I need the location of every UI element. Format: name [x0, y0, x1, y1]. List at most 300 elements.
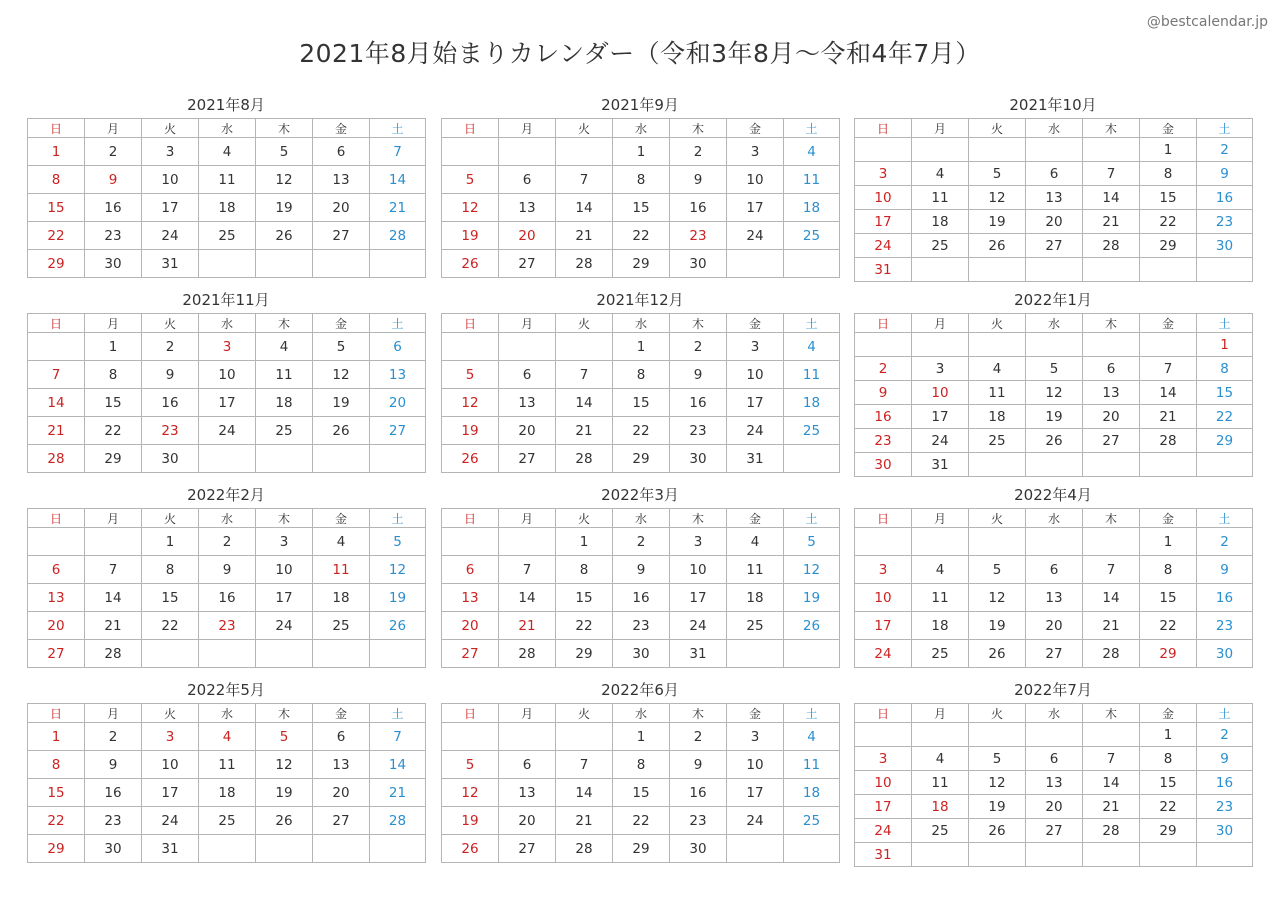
- day-cell: 2: [613, 528, 670, 556]
- day-cell: 21: [1083, 612, 1140, 640]
- day-cell: 25: [784, 222, 840, 250]
- month-title: 2022年2月: [187, 486, 265, 504]
- week-row: [855, 771, 1253, 795]
- day-cell: 22: [1140, 795, 1197, 819]
- day-cell: 7: [1083, 556, 1140, 584]
- day-cell: 21: [85, 612, 142, 640]
- day-cell: 15: [142, 584, 199, 612]
- day-cell: 23: [199, 612, 256, 640]
- day-cell: 6: [499, 166, 556, 194]
- weekday-header: 月: [912, 119, 969, 138]
- day-cell: 17: [912, 405, 969, 429]
- month-title: 2021年12月: [596, 291, 684, 309]
- day-cell: 8: [142, 556, 199, 584]
- day-cell: 16: [1197, 771, 1253, 795]
- day-cell: 20: [313, 779, 370, 807]
- day-cell: 13: [313, 751, 370, 779]
- day-cell: 10: [670, 556, 727, 584]
- day-cell: 11: [256, 361, 313, 389]
- empty-cell: [199, 835, 256, 863]
- day-cell: 9: [142, 361, 199, 389]
- day-cell: 4: [912, 162, 969, 186]
- day-cell: 1: [556, 528, 613, 556]
- day-cell: 24: [727, 807, 784, 835]
- empty-cell: [1140, 843, 1197, 867]
- empty-cell: [912, 843, 969, 867]
- empty-cell: [442, 333, 499, 361]
- day-cell: 30: [670, 250, 727, 278]
- day-cell: 26: [370, 612, 426, 640]
- day-cell: 26: [313, 417, 370, 445]
- week-row: [855, 357, 1253, 381]
- day-cell: 27: [499, 250, 556, 278]
- day-cell: 2: [670, 138, 727, 166]
- day-cell: 22: [556, 612, 613, 640]
- day-cell: 31: [912, 453, 969, 477]
- weekday-header: 火: [969, 314, 1026, 333]
- weekday-header: 土: [370, 314, 426, 333]
- day-cell: 16: [670, 194, 727, 222]
- day-cell: 26: [1026, 429, 1083, 453]
- day-cell: 8: [613, 361, 670, 389]
- day-cell: 30: [1197, 234, 1253, 258]
- empty-cell: [912, 258, 969, 282]
- day-cell: 10: [142, 751, 199, 779]
- day-cell: 1: [1140, 528, 1197, 556]
- week-row: [28, 723, 426, 751]
- weekday-header: 金: [1140, 314, 1197, 333]
- week-row: [855, 333, 1253, 357]
- day-cell: 25: [727, 612, 784, 640]
- empty-cell: [969, 528, 1026, 556]
- day-cell: 15: [28, 194, 85, 222]
- empty-cell: [784, 835, 840, 863]
- weekday-header: 日: [442, 509, 499, 528]
- empty-cell: [556, 333, 613, 361]
- weekday-header: 土: [370, 704, 426, 723]
- day-cell: 17: [142, 779, 199, 807]
- day-cell: 23: [613, 612, 670, 640]
- day-cell: 13: [499, 389, 556, 417]
- day-cell: 22: [1140, 210, 1197, 234]
- day-cell: 18: [727, 584, 784, 612]
- empty-cell: [1026, 138, 1083, 162]
- day-cell: 27: [313, 807, 370, 835]
- week-row: [442, 138, 840, 166]
- empty-cell: [969, 723, 1026, 747]
- day-cell: 14: [1083, 771, 1140, 795]
- weekday-header: 日: [855, 704, 912, 723]
- empty-cell: [1026, 258, 1083, 282]
- day-cell: 14: [556, 194, 613, 222]
- weekday-header: 土: [784, 119, 840, 138]
- week-row: [855, 747, 1253, 771]
- day-cell: 19: [442, 417, 499, 445]
- empty-cell: [1026, 528, 1083, 556]
- day-cell: 28: [556, 445, 613, 473]
- weekday-header: 金: [727, 704, 784, 723]
- day-cell: 9: [199, 556, 256, 584]
- empty-cell: [855, 333, 912, 357]
- day-cell: 30: [670, 835, 727, 863]
- week-row: [28, 556, 426, 584]
- month-calendar: [854, 679, 1252, 867]
- day-cell: 19: [256, 779, 313, 807]
- day-cell: 2: [670, 723, 727, 751]
- day-cell: 23: [1197, 795, 1253, 819]
- weekday-header: 土: [1197, 704, 1253, 723]
- day-cell: 28: [370, 222, 426, 250]
- day-cell: 20: [1026, 612, 1083, 640]
- day-cell: 14: [1083, 584, 1140, 612]
- day-cell: 21: [556, 807, 613, 835]
- day-cell: 21: [556, 222, 613, 250]
- day-cell: 12: [256, 166, 313, 194]
- day-cell: 28: [370, 807, 426, 835]
- weekday-header: 日: [855, 509, 912, 528]
- day-cell: 27: [370, 417, 426, 445]
- weekday-header: 月: [499, 509, 556, 528]
- day-cell: 28: [1083, 234, 1140, 258]
- day-cell: 21: [1083, 795, 1140, 819]
- month-table: [854, 703, 1253, 867]
- week-row: [28, 389, 426, 417]
- weekday-header: 水: [1026, 119, 1083, 138]
- day-cell: 27: [1026, 819, 1083, 843]
- week-row: [442, 445, 840, 473]
- day-cell: 23: [1197, 612, 1253, 640]
- day-cell: 13: [28, 584, 85, 612]
- empty-cell: [313, 640, 370, 668]
- weekday-header: 金: [727, 509, 784, 528]
- day-cell: 26: [969, 640, 1026, 668]
- day-cell: 13: [1083, 381, 1140, 405]
- day-cell: 10: [727, 751, 784, 779]
- weekday-header: 月: [85, 119, 142, 138]
- day-cell: 9: [613, 556, 670, 584]
- weekday-header: 土: [1197, 509, 1253, 528]
- day-cell: 22: [142, 612, 199, 640]
- empty-cell: [1083, 453, 1140, 477]
- day-cell: 1: [613, 138, 670, 166]
- day-cell: 21: [28, 417, 85, 445]
- day-cell: 8: [1140, 747, 1197, 771]
- month-calendar: [27, 679, 425, 863]
- weekday-header: 月: [499, 119, 556, 138]
- day-cell: 21: [370, 194, 426, 222]
- day-cell: 19: [969, 612, 1026, 640]
- day-cell: 23: [670, 417, 727, 445]
- day-cell: 25: [199, 222, 256, 250]
- weekday-header: 月: [499, 314, 556, 333]
- day-cell: 1: [28, 723, 85, 751]
- weekday-header: 月: [912, 509, 969, 528]
- day-cell: 8: [85, 361, 142, 389]
- day-cell: 20: [313, 194, 370, 222]
- empty-cell: [784, 640, 840, 668]
- day-cell: 24: [855, 819, 912, 843]
- month-title: 2022年4月: [1014, 486, 1092, 504]
- day-cell: 2: [1197, 723, 1253, 747]
- day-cell: 12: [370, 556, 426, 584]
- day-cell: 21: [499, 612, 556, 640]
- month-table: [27, 118, 426, 278]
- empty-cell: [912, 723, 969, 747]
- weekday-header: 木: [256, 704, 313, 723]
- weekday-header: 木: [670, 119, 727, 138]
- week-row: [442, 751, 840, 779]
- day-cell: 1: [142, 528, 199, 556]
- day-cell: 4: [969, 357, 1026, 381]
- weekday-header: 火: [969, 119, 1026, 138]
- day-cell: 11: [313, 556, 370, 584]
- weekday-header: 金: [727, 119, 784, 138]
- day-cell: 10: [912, 381, 969, 405]
- month-table: [441, 313, 840, 473]
- month-table: [27, 703, 426, 863]
- week-row: [855, 405, 1253, 429]
- day-cell: 2: [85, 138, 142, 166]
- weekday-header: 日: [28, 509, 85, 528]
- weekday-header: 土: [784, 704, 840, 723]
- day-cell: 5: [969, 556, 1026, 584]
- day-cell: 24: [855, 640, 912, 668]
- day-cell: 22: [613, 222, 670, 250]
- day-cell: 19: [442, 222, 499, 250]
- day-cell: 13: [1026, 186, 1083, 210]
- day-cell: 6: [28, 556, 85, 584]
- day-cell: 19: [370, 584, 426, 612]
- day-cell: 7: [1140, 357, 1197, 381]
- weekday-header: 木: [256, 509, 313, 528]
- day-cell: 12: [784, 556, 840, 584]
- day-cell: 24: [256, 612, 313, 640]
- month-table: [441, 118, 840, 278]
- weekday-header: 土: [784, 314, 840, 333]
- day-cell: 20: [499, 222, 556, 250]
- empty-cell: [142, 640, 199, 668]
- day-cell: 26: [969, 819, 1026, 843]
- day-cell: 13: [1026, 584, 1083, 612]
- day-cell: 7: [85, 556, 142, 584]
- month-calendar: [441, 484, 839, 668]
- weekday-header: 木: [256, 119, 313, 138]
- day-cell: 16: [1197, 584, 1253, 612]
- day-cell: 6: [499, 361, 556, 389]
- day-cell: 22: [85, 417, 142, 445]
- month-calendar: [854, 289, 1252, 477]
- weekday-header: 火: [556, 704, 613, 723]
- empty-cell: [969, 843, 1026, 867]
- day-cell: 12: [969, 771, 1026, 795]
- day-cell: 17: [142, 194, 199, 222]
- day-cell: 3: [142, 723, 199, 751]
- empty-cell: [912, 333, 969, 357]
- day-cell: 7: [499, 556, 556, 584]
- empty-cell: [1083, 723, 1140, 747]
- weekday-header: 金: [727, 314, 784, 333]
- day-cell: 30: [1197, 819, 1253, 843]
- day-cell: 24: [670, 612, 727, 640]
- day-cell: 15: [613, 194, 670, 222]
- day-cell: 28: [1083, 819, 1140, 843]
- weekday-header: 日: [28, 314, 85, 333]
- day-cell: 20: [499, 417, 556, 445]
- day-cell: 19: [442, 807, 499, 835]
- day-cell: 17: [727, 389, 784, 417]
- day-cell: 15: [613, 779, 670, 807]
- day-cell: 16: [670, 779, 727, 807]
- month-title: 2021年10月: [1009, 96, 1097, 114]
- day-cell: 3: [855, 162, 912, 186]
- day-cell: 4: [313, 528, 370, 556]
- day-cell: 12: [442, 779, 499, 807]
- day-cell: 29: [556, 640, 613, 668]
- day-cell: 6: [1026, 747, 1083, 771]
- empty-cell: [969, 333, 1026, 357]
- empty-cell: [28, 333, 85, 361]
- month-calendar: [854, 484, 1252, 668]
- day-cell: 14: [556, 389, 613, 417]
- weekday-header: 木: [256, 314, 313, 333]
- empty-cell: [28, 528, 85, 556]
- empty-cell: [442, 723, 499, 751]
- month-title: 2021年9月: [601, 96, 679, 114]
- weekday-header: 月: [85, 704, 142, 723]
- empty-cell: [313, 250, 370, 278]
- weekday-header: 火: [556, 119, 613, 138]
- empty-cell: [499, 723, 556, 751]
- weekday-header: 日: [442, 314, 499, 333]
- day-cell: 18: [969, 405, 1026, 429]
- day-cell: 6: [1026, 162, 1083, 186]
- weekday-header: 木: [1083, 509, 1140, 528]
- day-cell: 30: [613, 640, 670, 668]
- week-row: [855, 210, 1253, 234]
- day-cell: 26: [969, 234, 1026, 258]
- day-cell: 8: [28, 751, 85, 779]
- day-cell: 29: [28, 250, 85, 278]
- week-row: [442, 528, 840, 556]
- empty-cell: [855, 138, 912, 162]
- day-cell: 17: [727, 194, 784, 222]
- empty-cell: [556, 138, 613, 166]
- empty-cell: [1026, 333, 1083, 357]
- week-row: [28, 528, 426, 556]
- day-cell: 8: [556, 556, 613, 584]
- day-cell: 21: [1140, 405, 1197, 429]
- day-cell: 20: [1083, 405, 1140, 429]
- weekday-header: 水: [199, 509, 256, 528]
- empty-cell: [442, 528, 499, 556]
- day-cell: 25: [784, 417, 840, 445]
- week-row: [442, 166, 840, 194]
- weekday-header: 日: [855, 314, 912, 333]
- day-cell: 5: [969, 162, 1026, 186]
- day-cell: 27: [442, 640, 499, 668]
- day-cell: 29: [613, 445, 670, 473]
- weekday-header: 木: [1083, 119, 1140, 138]
- day-cell: 30: [142, 445, 199, 473]
- day-cell: 10: [142, 166, 199, 194]
- week-row: [855, 819, 1253, 843]
- day-cell: 3: [855, 747, 912, 771]
- empty-cell: [256, 250, 313, 278]
- month-title: 2021年8月: [187, 96, 265, 114]
- day-cell: 10: [199, 361, 256, 389]
- day-cell: 29: [1140, 819, 1197, 843]
- day-cell: 23: [855, 429, 912, 453]
- month-calendar: [27, 94, 425, 278]
- empty-cell: [1083, 258, 1140, 282]
- day-cell: 25: [784, 807, 840, 835]
- day-cell: 29: [85, 445, 142, 473]
- day-cell: 30: [855, 453, 912, 477]
- day-cell: 16: [199, 584, 256, 612]
- empty-cell: [784, 250, 840, 278]
- day-cell: 22: [28, 807, 85, 835]
- day-cell: 4: [784, 723, 840, 751]
- day-cell: 13: [370, 361, 426, 389]
- empty-cell: [727, 835, 784, 863]
- empty-cell: [1140, 333, 1197, 357]
- day-cell: 4: [912, 747, 969, 771]
- day-cell: 14: [1083, 186, 1140, 210]
- week-row: [855, 138, 1253, 162]
- day-cell: 23: [85, 807, 142, 835]
- empty-cell: [499, 333, 556, 361]
- day-cell: 6: [313, 138, 370, 166]
- month-title: 2022年6月: [601, 681, 679, 699]
- empty-cell: [1026, 453, 1083, 477]
- empty-cell: [256, 640, 313, 668]
- month-title: 2022年1月: [1014, 291, 1092, 309]
- day-cell: 29: [1140, 640, 1197, 668]
- day-cell: 20: [442, 612, 499, 640]
- day-cell: 4: [912, 556, 969, 584]
- day-cell: 24: [855, 234, 912, 258]
- week-row: [855, 234, 1253, 258]
- week-row: [28, 194, 426, 222]
- day-cell: 2: [855, 357, 912, 381]
- day-cell: 14: [499, 584, 556, 612]
- day-cell: 26: [442, 835, 499, 863]
- week-row: [855, 453, 1253, 477]
- day-cell: 3: [727, 333, 784, 361]
- weekday-header: 月: [912, 704, 969, 723]
- month-title: 2022年3月: [601, 486, 679, 504]
- day-cell: 1: [613, 333, 670, 361]
- day-cell: 19: [969, 210, 1026, 234]
- day-cell: 29: [613, 835, 670, 863]
- day-cell: 11: [969, 381, 1026, 405]
- day-cell: 9: [1197, 747, 1253, 771]
- empty-cell: [199, 445, 256, 473]
- day-cell: 15: [28, 779, 85, 807]
- day-cell: 13: [499, 194, 556, 222]
- weekday-header: 水: [613, 314, 670, 333]
- day-cell: 7: [370, 723, 426, 751]
- month-table: [441, 703, 840, 863]
- week-row: [28, 807, 426, 835]
- day-cell: 21: [556, 417, 613, 445]
- weekday-header: 木: [670, 314, 727, 333]
- day-cell: 30: [85, 835, 142, 863]
- day-cell: 15: [556, 584, 613, 612]
- day-cell: 17: [855, 612, 912, 640]
- day-cell: 13: [313, 166, 370, 194]
- day-cell: 29: [28, 835, 85, 863]
